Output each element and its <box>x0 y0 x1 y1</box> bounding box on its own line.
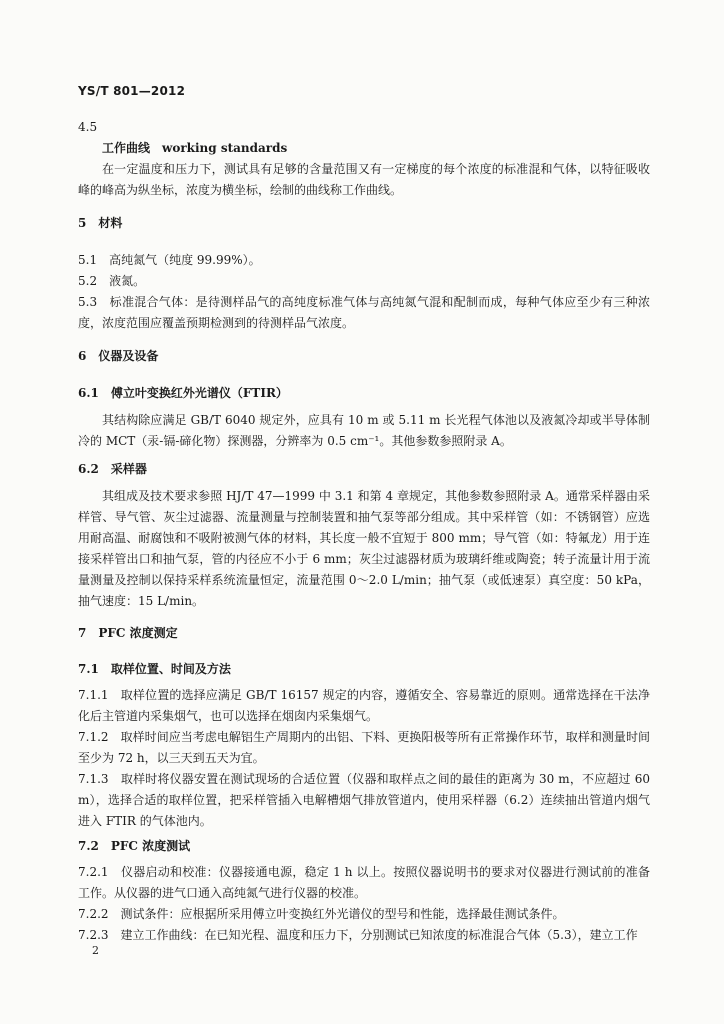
clause-4-5-number: 4.5 <box>78 120 98 134</box>
clause-6-2-body: 其组成及技术要求参照 HJ/T 47—1999 中 3.1 和第 4 章规定，其他参数参照附录 A。通常采样器由采样管、导气管、灰尘过滤器、流量测量与控制装置和抽气泵等部分组成。其中采样管（如：不锈钢管）应选用耐高温、耐腐蚀和不吸附被测气体的材料，其长度一般不宜短于 800 mm；导气管（如：特氟龙）用于连接采样管出口和抽气泵，管的内径应不小于 6 mm；灰尘过滤器材质为玻璃纤维或陶瓷；转子流量计用于流量测量及控制以保持采样系统流量恒定，流量范围 0～2.0 L/min；抽气泵（或低速泵）真空度：50 kPa，抽气速度：15 L/min。 <box>78 489 650 608</box>
standard-number: YS/T 801—2012 <box>78 84 186 98</box>
clause-7-2-1: 7.2.1 仪器启动和校准：仪器接通电源，稳定 1 h 以上。按照仪器说明书的要求对仪器进行测试前的准备工作。从仪器的进气口通入高纯氮气进行仪器的校准。 <box>78 865 650 900</box>
section-7-heading: 7 PFC 浓度测定 <box>78 626 178 640</box>
page-number: 2 <box>92 944 99 957</box>
clause-7-2-2: 7.2.2 测试条件：应根据所采用傅立叶变换红外光谱仪的型号和性能，选择最佳测试条件。 <box>78 907 565 921</box>
clause-5-3: 5.3 标准混合气体：是待测样品气的高纯度标准气体与高纯氮气混和配制而成，每种气体应至少有三种浓度，浓度范围应覆盖预期检测到的待测样品气浓度。 <box>78 295 650 330</box>
clause-5-2: 5.2 液氮。 <box>78 274 146 288</box>
clause-7-2-3: 7.2.3 建立工作曲线：在已知光程、温度和压力下，分别测试已知浓度的标准混合气体（5.3），建立工作 <box>78 928 638 942</box>
section-6-heading: 6 仪器及设备 <box>78 349 159 363</box>
clause-4-5-title: 工作曲线 working standards <box>102 141 288 155</box>
section-5-heading: 5 材料 <box>78 216 123 230</box>
clause-5-1: 5.1 高纯氮气（纯度 99.99%）。 <box>78 253 261 267</box>
clause-7-1-3: 7.1.3 取样时将仪器安置在测试现场的合适位置（仪器和取样点之间的最佳的距离为 30 m，不应超过 60 m），选择合适的取样位置，把采样管插入电解槽烟气排放管道内，使用采样器（6.2）连续抽出管道内烟气进入 FTIR 的气体池内。 <box>78 772 650 828</box>
clause-6-2-heading: 6.2 采样器 <box>78 462 147 476</box>
clause-4-5-body: 在一定温度和压力下，测试具有足够的含量范围又有一定梯度的每个浓度的标准混和气体，以特征吸收峰的峰高为纵坐标，浓度为横坐标，绘制的曲线称工作曲线。 <box>78 162 650 197</box>
clause-7-2-heading: 7.2 PFC 浓度测试 <box>78 839 191 853</box>
clause-7-1-2: 7.1.2 取样时间应当考虑电解铝生产周期内的出铝、下料、更换阳极等所有正常操作环节，取样和测量时间至少为 72 h，以三天到五天为宜。 <box>78 730 650 765</box>
clause-6-1-heading: 6.1 傅立叶变换红外光谱仪（FTIR） <box>78 386 288 400</box>
clause-6-1-body: 其结构除应满足 GB/T 6040 规定外，应具有 10 m 或 5.11 m 长光程气体池以及液氮冷却或半导体制冷的 MCT（汞-镉-碲化物）探测器，分辨率为 0.5 cm⁻¹。其他参数参照附录 A。 <box>78 413 650 448</box>
clause-7-1-heading: 7.1 取样位置、时间及方法 <box>78 662 231 676</box>
clause-7-1-1: 7.1.1 取样位置的选择应满足 GB/T 16157 规定的内容，遵循安全、容易靠近的原则。通常选择在干法净化后主管道内采集烟气，也可以选择在烟囱内采集烟气。 <box>78 688 650 723</box>
